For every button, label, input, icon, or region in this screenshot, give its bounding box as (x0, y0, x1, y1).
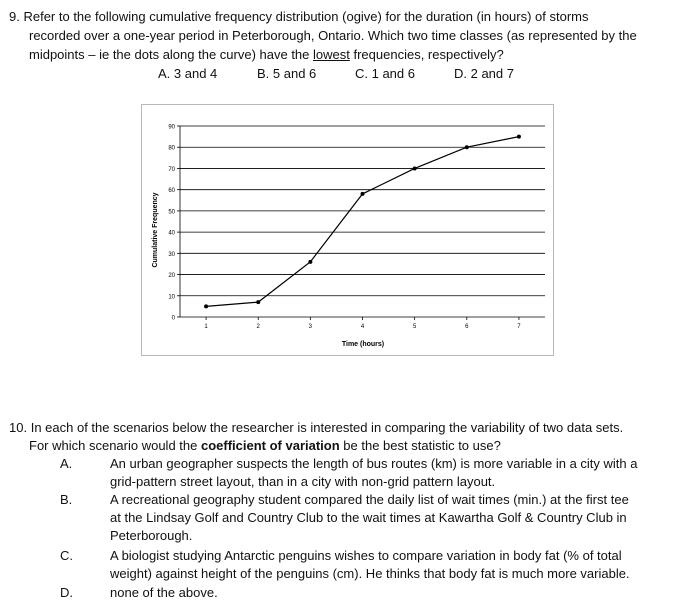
choice-a[interactable]: A. 3 and 4 (158, 66, 218, 81)
y-tick-label-70: 70 (168, 166, 175, 173)
y-tick-labels (168, 125, 175, 322)
x-tick-label-5: 5 (412, 324, 417, 330)
data-point-3 (308, 260, 312, 264)
question-9-line-3 (29, 46, 504, 63)
x-tick-label-3: 3 (308, 324, 313, 330)
question-9-text-3b: frequencies, respectively? (349, 47, 504, 62)
y-tick-label-20: 20 (168, 273, 175, 280)
option-b-line-1: A recreational geography student compared the daily list of wait times (min.) at the first tee (110, 492, 629, 507)
data-point-1 (204, 304, 208, 308)
question-10-text-2b: be the best statistic to use? (339, 438, 501, 453)
x-tick-label-6: 6 (465, 324, 469, 330)
data-point-4 (361, 192, 365, 196)
ogive-chart (142, 105, 553, 355)
option-a-line-1: An urban geographer suspects the length of bus routes (km) is more variable in a city with a (110, 456, 638, 471)
y-tick-label-0: 0 (171, 315, 175, 322)
data-point-5 (413, 166, 417, 170)
choice-c[interactable]: C. 1 and 6 (355, 66, 415, 81)
option-d-line-1: none of the above. (110, 585, 218, 600)
question-9-line-2: recorded over a one-year period in Peterborough, Ontario. Which two time classes (as represented by the (29, 28, 637, 43)
data-point-2 (256, 300, 260, 304)
question-9-line-1 (9, 8, 589, 25)
y-axis-label: Cumulative Frequency (152, 192, 159, 268)
choice-d[interactable]: D. 2 and 7 (454, 66, 514, 81)
option-d-letter: D. (60, 585, 73, 600)
choice-b[interactable]: B. 5 and 6 (257, 66, 317, 81)
chart-axes (177, 126, 545, 320)
question-10-line-2 (29, 437, 501, 454)
option-b-letter: B. (60, 492, 73, 507)
y-tick-label-30: 30 (168, 251, 175, 258)
x-tick-labels (204, 324, 521, 330)
question-9-number: 9. (9, 9, 20, 24)
y-tick-label-60: 60 (168, 188, 175, 195)
y-tick-label-40: 40 (168, 230, 175, 237)
option-c-letter: C. (60, 548, 73, 563)
x-tick-label-4: 4 (360, 324, 365, 330)
question-10-line-1 (9, 419, 623, 436)
option-a-letter: A. (60, 456, 73, 471)
option-c-line-1: A biologist studying Antarctic penguins wishes to compare variation in body fat (% of total (110, 548, 622, 563)
option-b-line-3: Peterborough. (110, 528, 193, 543)
data-point-7 (517, 135, 521, 139)
question-9-text-1: Refer to the following cumulative frequency distribution (ogive) for the duration (in hours) of storms (23, 9, 589, 24)
ogive-line (206, 137, 519, 307)
coefficient-of-variation-bold: coefficient of variation (200, 438, 340, 453)
y-tick-label-90: 90 (168, 124, 175, 131)
x-axis-label: Time (hours) (341, 341, 385, 348)
question-10-number: 10. (9, 420, 28, 435)
chart-grid (180, 126, 545, 296)
data-point-6 (465, 145, 469, 149)
option-b-line-2: at the Lindsay Golf and Country Club to the wait times at Kawartha Golf & Country Club in (110, 510, 627, 525)
x-tick-label-2: 2 (256, 324, 260, 330)
x-tick-label-1: 1 (204, 324, 208, 330)
x-tick-label-7: 7 (517, 324, 521, 330)
y-tick-label-80: 80 (168, 145, 175, 152)
option-c-line-2: weight) against height of the penguins (cm). He thinks that body fat is much more variable. (110, 566, 630, 581)
y-tick-label-50: 50 (168, 209, 175, 216)
chart-series (204, 135, 521, 309)
option-a-line-2: grid-pattern street layout, than in a city with non-grid pattern layout. (110, 474, 496, 489)
question-10-text-1: In each of the scenarios below the researcher is interested in comparing the variability of two data sets. (30, 420, 624, 435)
question-9-text-3a: midpoints – ie the dots along the curve) have the (29, 47, 314, 62)
ogive-chart-frame (141, 104, 554, 356)
lowest-underlined: lowest (313, 47, 350, 62)
question-10-text-2a: For which scenario would the (29, 438, 201, 453)
y-tick-label-10: 10 (168, 294, 175, 301)
